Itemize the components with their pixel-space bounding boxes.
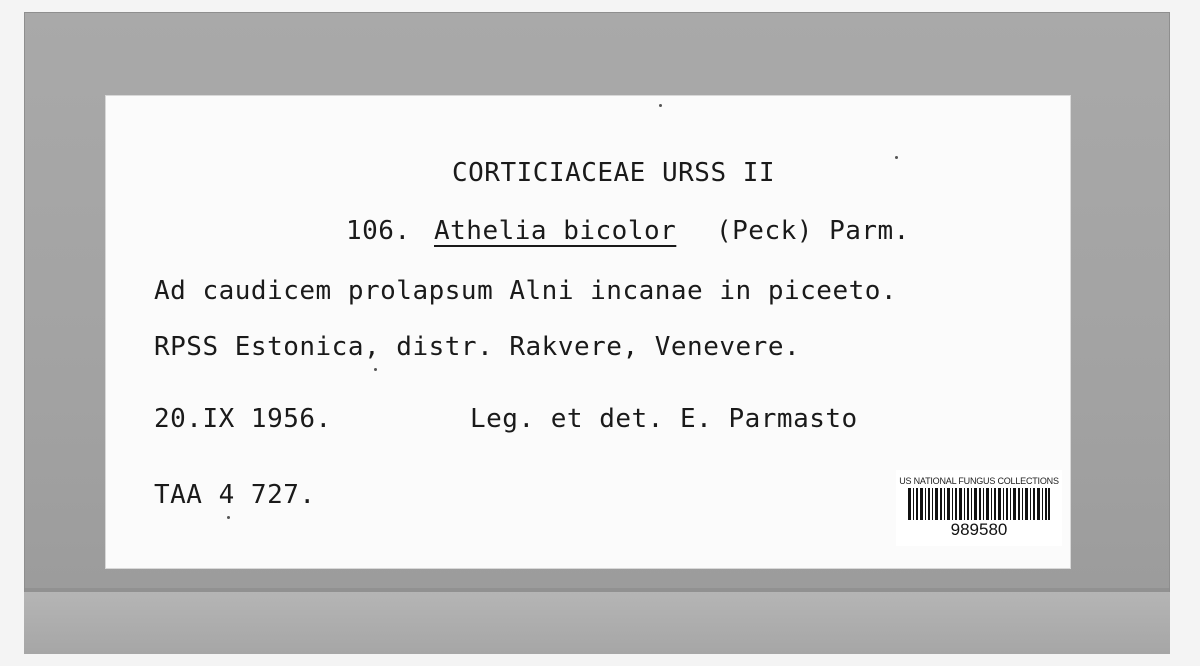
packet-bottom-flap [24,592,1170,654]
substrate-text: Ad caudicem prolapsum Alni incanae in piceeto. [154,276,898,306]
barcode-icon [908,488,1050,520]
collector-text: Leg. et det. E. Parmasto [470,404,858,434]
locality-text: RPSS Estonica, distr. Rakvere, Venevere. [154,332,801,362]
species-number: 106. [346,216,411,246]
species-name: Athelia bicolor [434,216,677,246]
accession-number: TAA 4 727. [154,480,316,510]
species-authority: (Peck) Parm. [716,216,910,246]
barcode-title: US NATIONAL FUNGUS COLLECTIONS [899,476,1059,486]
paper-speck [659,104,662,107]
label-heading: CORTICIACEAE URSS II [452,158,776,188]
paper-speck [895,156,898,159]
collection-date: 20.IX 1956. [154,404,332,434]
paper-speck [374,368,377,371]
paper-speck [227,516,230,519]
barcode-number: 989580 [950,520,1008,539]
barcode-sticker [896,470,1062,546]
